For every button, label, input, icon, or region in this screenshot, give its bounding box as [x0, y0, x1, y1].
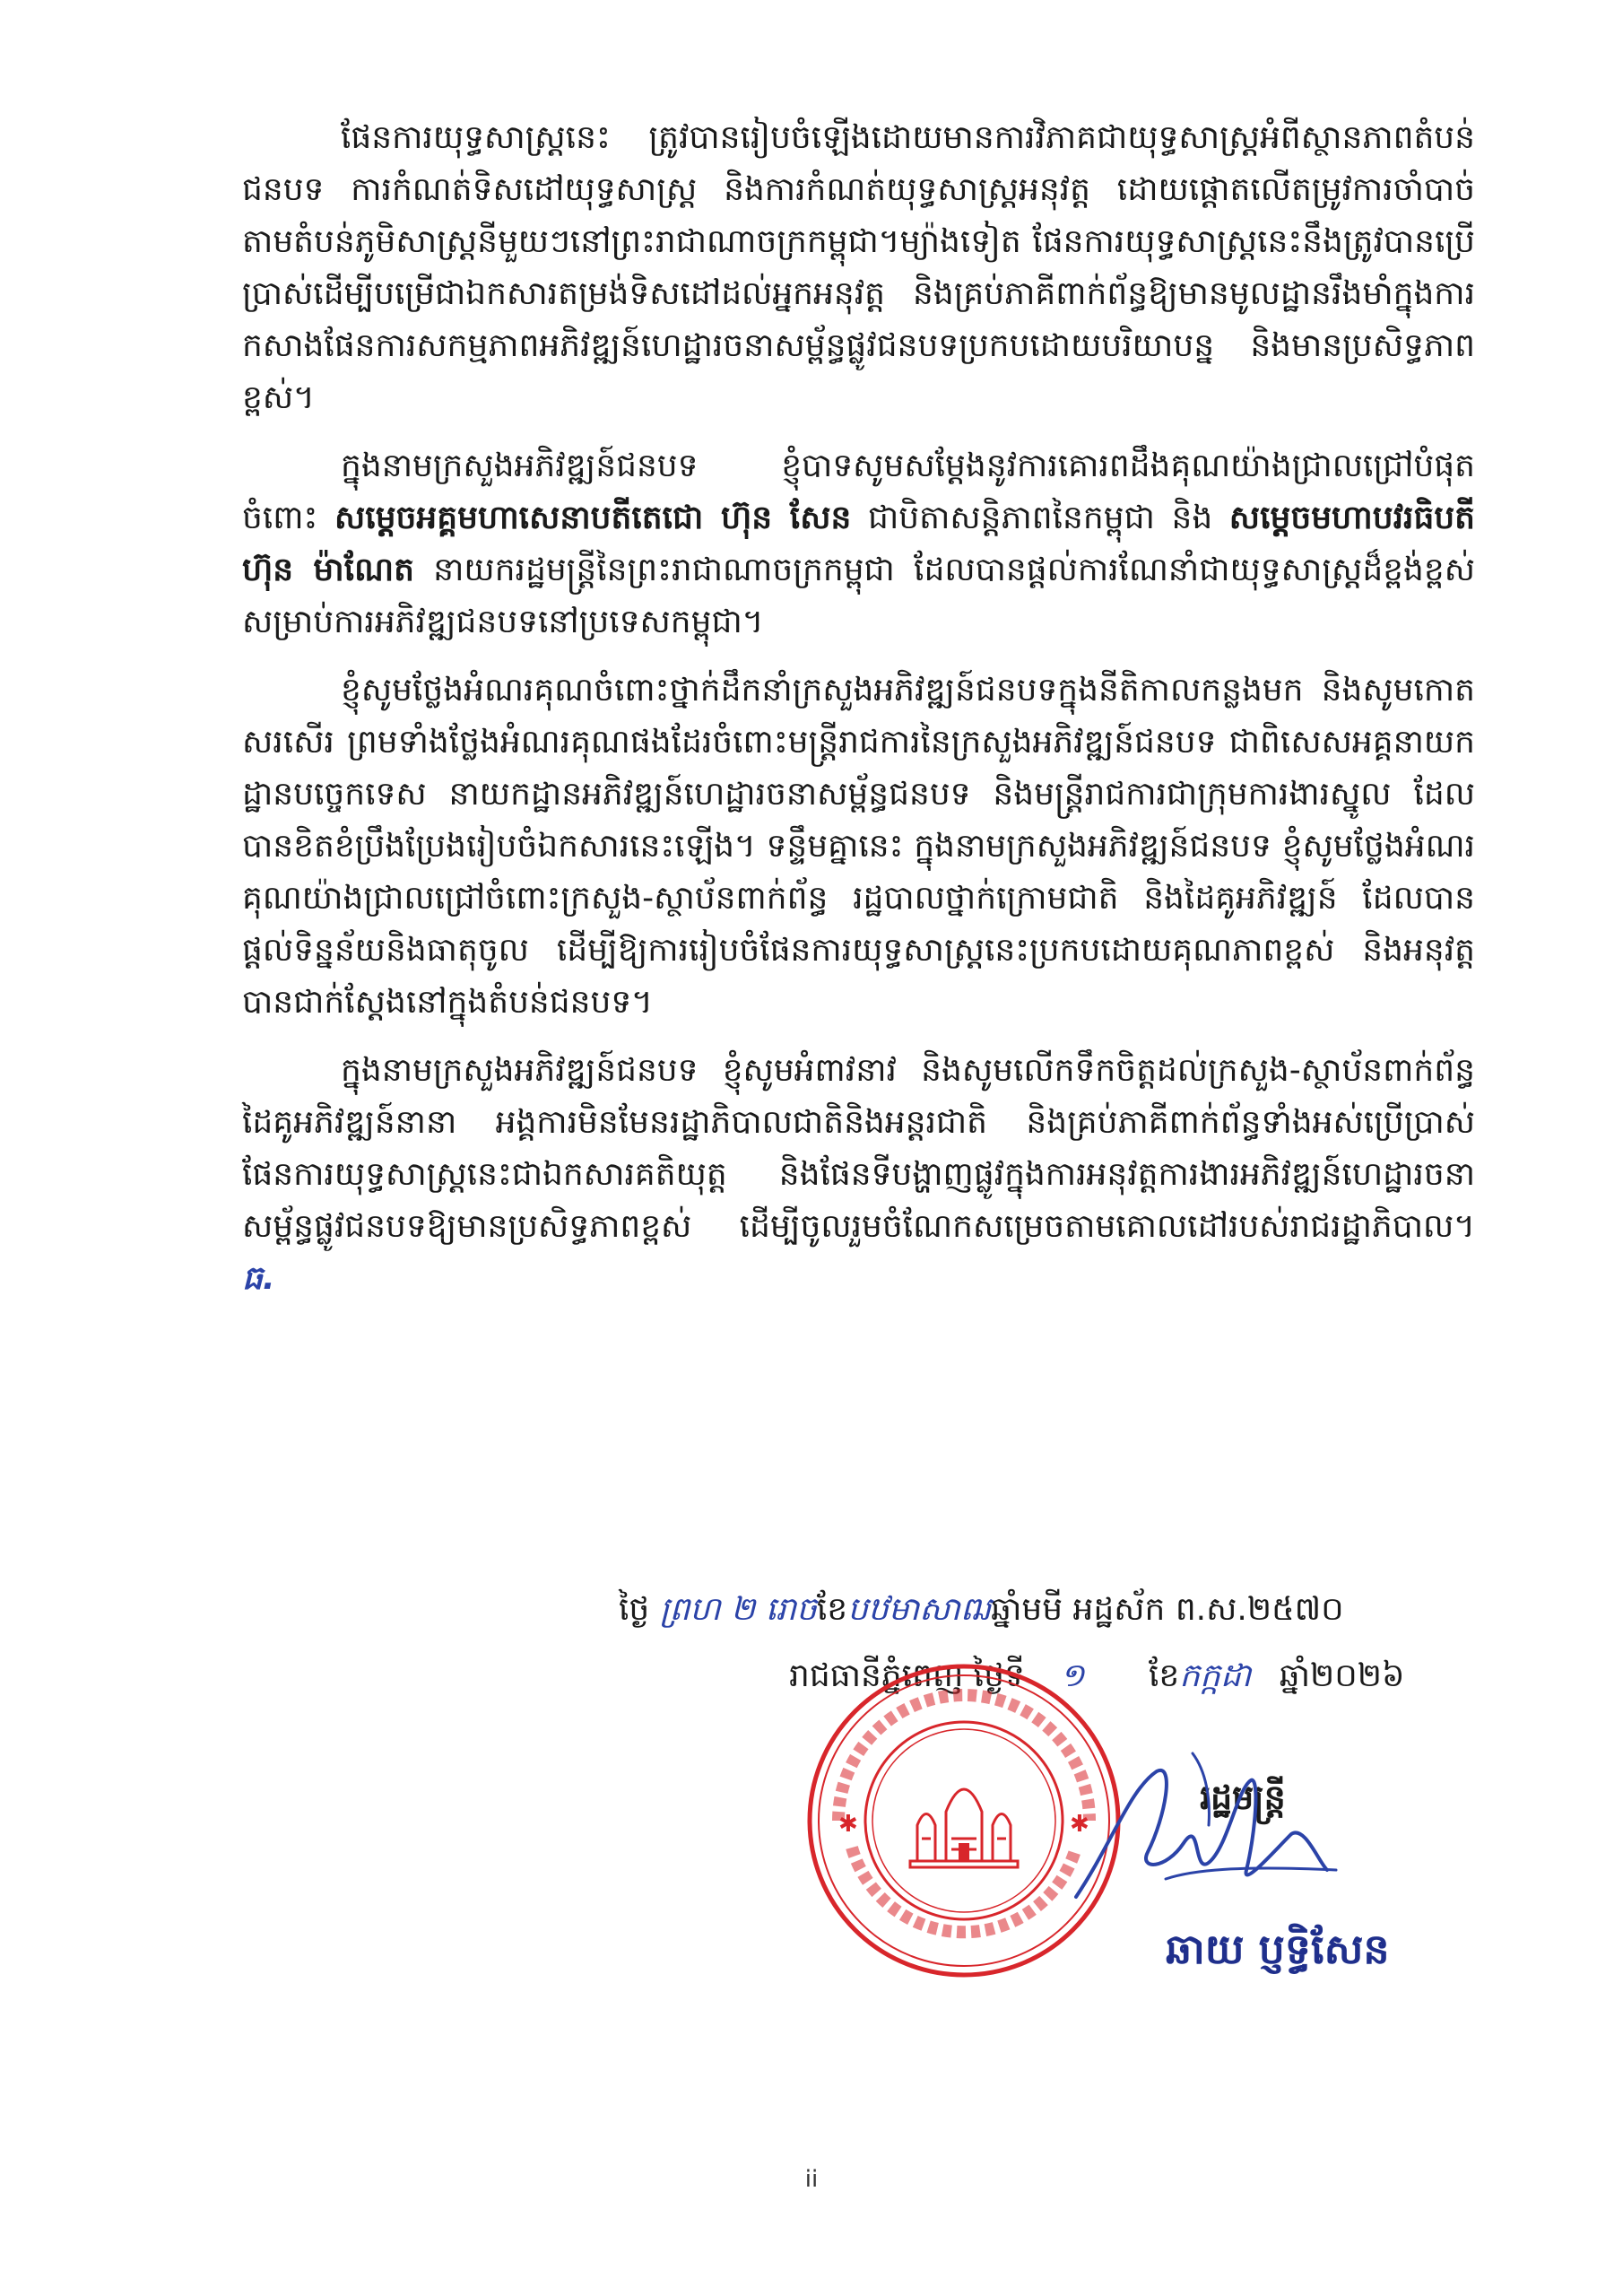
- paragraph-4: [242, 1045, 1475, 1305]
- paragraph-4-text: ក្នុងនាមក្រសួងអភិវឌ្ឍន៍ជនបទ ខ្ញុំសូមអំពាវនាវ និងសូមលើកទឹកចិត្តដល់ក្រសួង-ស្ថាប័នពាក់ព័ន្ធ ដៃគូអភិវឌ្ឍន៍នានា អង្គការមិនមែនរដ្ឋាភិបាលជាតិនិងអន្តរជាតិ និងគ្រប់ភាគីពាក់ព័ន្ធទាំងអស់ប្រើប្រាស់ផែនការយុទ្ធសាស្ត្រនេះជាឯកសារគតិយុត្ត និងផែនទីបង្ហាញផ្លូវក្នុងការអនុវត្តការងារអភិវឌ្ឍន៍ហេដ្ឋារចនាសម្ព័ន្ធផ្លូវជនបទឱ្យមានប្រសិទ្ធភាពខ្ពស់ ដើម្បីចូលរួមចំណែកសម្រេចតាមគោលដៅរបស់រាជរដ្ឋាភិបាល។: [242, 1052, 1475, 1245]
- honoree-2: សម្តេចមហាបវរធិបតី ហ៊ុន ម៉ាណែត: [242, 500, 1476, 588]
- honoree-1: សម្តេចអគ្គមហាសេនាបតីតេជោ ហ៊ុន សែន: [334, 500, 852, 536]
- handwritten-signature: [1058, 1735, 1345, 1933]
- foreword-body: [242, 112, 1475, 1321]
- page-number: ii: [804, 2166, 819, 2193]
- place-date-prefix: រាជធានីភ្នំពេញ ថ្ងៃទី: [789, 1657, 1025, 1694]
- lunar-month-prefix: ខែ: [816, 1591, 848, 1628]
- handwritten-weekday: ព្រហ: [659, 1591, 721, 1628]
- lunar-day-prefix: ថ្ងៃ: [619, 1591, 650, 1628]
- handwritten-month: កក្កដា: [1179, 1657, 1252, 1694]
- lunar-date-line: [619, 1586, 1344, 1634]
- handwritten-initials: ធ.: [242, 1260, 275, 1297]
- handwritten-lunar-date: ២ រោច: [731, 1591, 817, 1628]
- paragraph-2: [242, 440, 1475, 648]
- signatory-title: រដ្ឋមន្ត្រី: [1200, 1778, 1286, 1817]
- paragraph-2-intro: ក្នុងនាមក្រសួងអភិវឌ្ឍន៍ជនបទ ខ្ញុំបាទសូមសម្ដែងនូវការគោរពដឹងគុណយ៉ាងជ្រាលជ្រៅបំផុតចំពោះ: [242, 448, 1475, 536]
- month-prefix: ខែ: [1148, 1657, 1180, 1694]
- lunar-year: ឆ្នាំមមី អដ្ឋស័ក ព.ស.២៥៧០: [991, 1591, 1344, 1628]
- signatory-name: ឆាយ ប្ញទ្ធិសែន: [1166, 1925, 1390, 1973]
- handwritten-day: ១: [1060, 1657, 1085, 1694]
- svg-text:✱: ✱: [1070, 1811, 1089, 1838]
- paragraph-1: ផែនការយុទ្ធសាស្ត្រនេះ ត្រូវបានរៀបចំឡើងដោយមានការវិភាគជាយុទ្ធសាស្ត្រអំពីស្ថានភាពតំបន់ជនបទ ការកំណត់ទិសដៅយុទ្ធសាស្ត្រ និងការកំណត់យុទ្ធសាស្ត្រអនុវត្ត ដោយផ្ដោតលើតម្រូវការចាំបាច់តាមតំបន់ភូមិសាស្ត្រនីមួយៗនៅព្រះរាជាណាចក្រកម្ពុជា។ម្យ៉ាងទៀត ផែនការយុទ្ធសាស្ត្រនេះនឹងត្រូវបានប្រើប្រាស់ដើម្បីបម្រើជាឯកសារតម្រង់ទិសដៅដល់អ្នកអនុវត្ត និងគ្រប់ភាគីពាក់ព័ន្ធឱ្យមានមូលដ្ឋានរឹងមាំក្នុងការកសាងផែនការសកម្មភាពអភិវឌ្ឍន៍ហេដ្ឋារចនាសម្ព័ន្ធផ្លូវជនបទប្រកបដោយបរិយាបន្ន និងមានប្រសិទ្ធភាពខ្ពស់។: [242, 119, 1475, 416]
- paragraph-2-end: នាយករដ្ឋមន្ត្រីនៃព្រះរាជាណាចក្រកម្ពុជា ដែលបានផ្ដល់ការណែនាំជាយុទ្ធសាស្ត្រដ៏ខ្ពង់ខ្ពស់សម្រាប់ការអភិវឌ្ឍជនបទនៅប្រទេសកម្ពុជា។: [242, 552, 1475, 640]
- paragraph-2-middle: ជាបិតាសន្តិភាពនៃកម្ពុជា និង: [851, 500, 1229, 536]
- solar-year: ឆ្នាំ២០២៦: [1279, 1657, 1405, 1694]
- svg-text:✱: ✱: [838, 1811, 858, 1838]
- handwritten-lunar-month: បឋមាសាឍ: [847, 1591, 992, 1628]
- paragraph-3: ខ្ញុំសូមថ្លែងអំណរគុណចំពោះថ្នាក់ដឹកនាំក្រសួងអភិវឌ្ឍន៍ជនបទក្នុងនីតិកាលកន្លងមក និងសូមកោតសរសើរ ព្រមទាំងថ្លែងអំណរគុណផងដែរចំពោះមន្ត្រីរាជការនៃក្រសួងអភិវឌ្ឍន៍ជនបទ ជាពិសេសអគ្គនាយកដ្ឋានបច្ចេកទេស នាយកដ្ឋានអភិវឌ្ឍន៍ហេដ្ឋារចនាសម្ព័ន្ធជនបទ និងមន្ត្រីរាជការជាក្រុមការងារស្នូល ដែលបានខិតខំប្រឹងប្រែងរៀបចំឯកសារនេះឡើង។ ទន្ទឹមគ្នានេះ ក្នុងនាមក្រសួងអភិវឌ្ឍន៍ជនបទ ខ្ញុំសូមថ្លែងអំណរគុណយ៉ាងជ្រាលជ្រៅចំពោះក្រសួង-ស្ថាប័នពាក់ព័ន្ធ រដ្ឋបាលថ្នាក់ក្រោមជាតិ និងដៃគូអភិវឌ្ឍន៍ ដែលបានផ្ដល់ទិន្នន័យនិងធាតុចូល ដើម្បីឱ្យការរៀបចំផែនការយុទ្ធសាស្ត្រនេះប្រកបដោយគុណភាពខ្ពស់ និងអនុវត្តបានជាក់ស្ដែងនៅក្នុងតំបន់ជនបទ។: [242, 672, 1475, 1021]
